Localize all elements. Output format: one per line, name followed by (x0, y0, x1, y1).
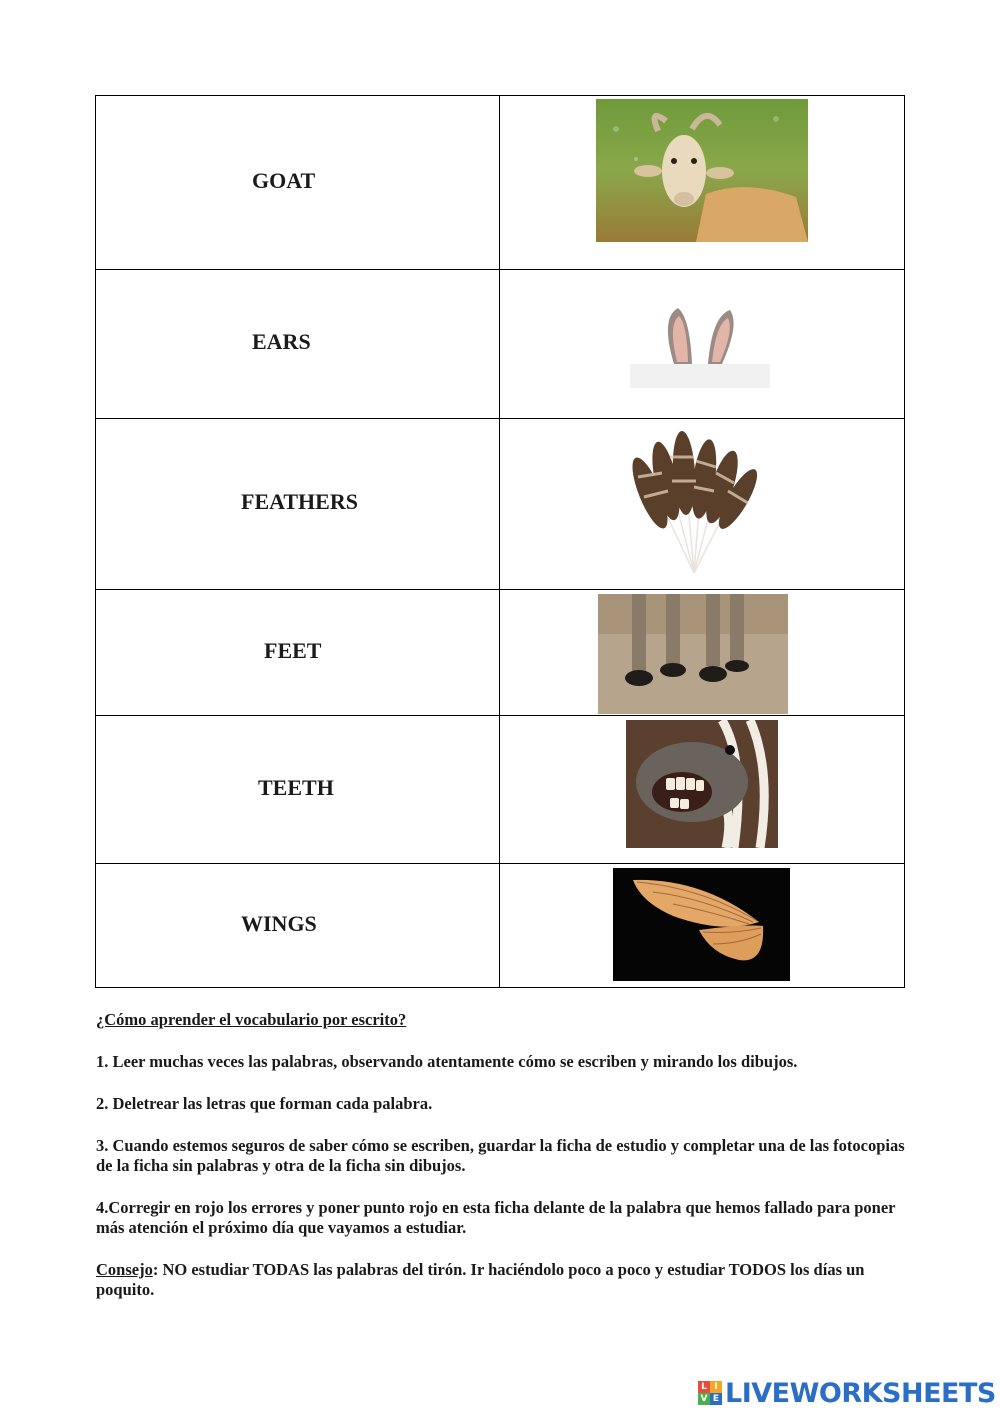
logo-letter: E (710, 1393, 722, 1405)
hooves-photo (598, 594, 788, 714)
picture-cell (500, 96, 905, 270)
instruction-step-3: 3. Cuando estemos seguros de saber cómo se escriben, guardar la ficha de estudio y completar una de las fotocopias de la ficha sin palabras y otra de la ficha sin dibujos. (96, 1136, 905, 1175)
picture-cell (500, 419, 905, 590)
picture-cell (500, 716, 905, 864)
word-cell (96, 96, 500, 270)
logo-letter: L (698, 1381, 710, 1393)
vocab-row-feathers (96, 419, 905, 590)
vocab-row-feet (96, 590, 905, 716)
brand-logo-icon (698, 1381, 722, 1405)
picture-cell (500, 864, 905, 988)
feathers-photo (624, 427, 764, 579)
picture-cell (500, 590, 905, 716)
advice (96, 1260, 908, 1300)
advice-label: Consejo (96, 1260, 153, 1279)
word-cell (96, 864, 500, 988)
zebra-teeth-photo (626, 720, 778, 848)
picture-cell (500, 270, 905, 419)
word-cell (96, 270, 500, 419)
vocab-row-goat (96, 96, 905, 270)
word-cell (96, 590, 500, 716)
liveworksheets-brand (698, 1377, 996, 1409)
goat-photo (596, 99, 808, 242)
vocab-word: FEATHERS (241, 489, 358, 514)
word-cell (96, 716, 500, 864)
instruction-step-4: 4.Corregir en rojo los errores y poner punto rojo en esta ficha delante de la palabra que hemos fallado para poner más atención el próximo día que vayamos a estudiar. (96, 1198, 896, 1237)
vocab-word: GOAT (252, 167, 316, 193)
rabbit-ears-photo (630, 278, 770, 388)
vocab-word: TEETH (258, 774, 334, 800)
logo-letter: V (698, 1393, 710, 1405)
vocab-word: FEET (264, 637, 322, 663)
insect-wings-photo (613, 868, 790, 981)
word-cell (96, 419, 500, 590)
logo-letter: I (710, 1381, 722, 1393)
vocab-word: WINGS (241, 910, 317, 936)
study-instructions (96, 1010, 908, 1322)
vocabulary-table (95, 95, 905, 988)
advice-text: : NO estudiar TODAS las palabras del tirón. Ir haciéndolo poco a poco y estudiar TODOS los días un poquito. (96, 1260, 865, 1299)
instructions-title: ¿Cómo aprender el vocabulario por escrito? (96, 1010, 407, 1029)
instruction-step-1: 1. Leer muchas veces las palabras, observando atentamente cómo se escriben y mirando los dibujos. (96, 1052, 798, 1071)
vocab-row-wings (96, 864, 905, 988)
vocab-word: EARS (252, 329, 311, 354)
brand-name: LIVEWORKSHEETS (725, 1377, 996, 1409)
vocab-row-ears (96, 270, 905, 419)
vocab-row-teeth (96, 716, 905, 864)
instruction-step-2: 2. Deletrear las letras que forman cada palabra. (96, 1094, 433, 1113)
